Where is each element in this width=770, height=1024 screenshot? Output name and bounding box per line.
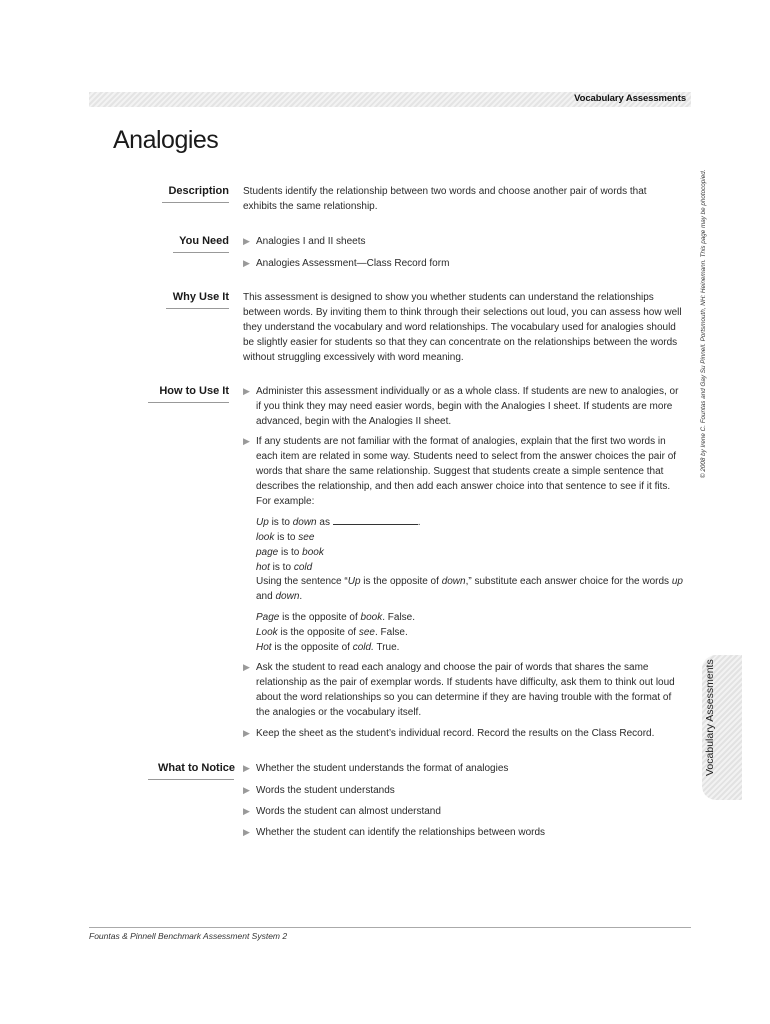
bullet-arrow-icon: ▶ [243, 785, 250, 795]
bullet-arrow-icon: ▶ [243, 258, 250, 268]
footer-rule [89, 927, 691, 928]
bullet-arrow-icon: ▶ [243, 236, 250, 246]
bullet-arrow-icon: ▶ [243, 763, 250, 773]
example-result: Hot is the opposite of cold. True. [256, 642, 400, 653]
footer-text: Fountas & Pinnell Benchmark Assessment System 2 [89, 931, 288, 941]
bullet-arrow-icon: ▶ [243, 806, 250, 816]
label-underline [173, 252, 229, 253]
example-choice: page is to book [256, 547, 324, 558]
label-underline [166, 308, 229, 309]
running-header [89, 92, 691, 107]
why-use-it-text: This assessment is designed to show you whether students can understand the relationships between words. By inviting them to think through their selections out loud, you can assess how well they understand the vocabulary and word relationships. The vocabulary used for analogies should be slightly easier for students so that they can concentrate on the relationships between the words without struggling excessively with word meaning. [243, 292, 682, 363]
list-item: ▶ Whether the student can identify the relationships between words [243, 827, 546, 838]
label-underline [148, 779, 234, 780]
list-item: ▶ Analogies Assessment—Class Record form [243, 258, 450, 269]
section-label-why-use-it: Why Use It [172, 291, 229, 303]
list-item: ▶ Words the student can almost understand [243, 806, 441, 817]
answer-blank [333, 515, 418, 525]
list-item: ▶ If any students are not familiar with the format of analogies, explain that the first two words in each item are related in some way. Students need to select from the answer choices the pair of words that share the same relationship. Suggest that students create a simple sentence that describes the relationship, and then add each answer choice into that sentence to see if it fits. For example: [243, 436, 677, 507]
list-item: ▶ Whether the student understands the format of analogies [243, 763, 509, 774]
section-label-you-need: You Need [179, 235, 229, 247]
bullet-arrow-icon: ▶ [243, 827, 250, 837]
bullet-arrow-icon: ▶ [243, 386, 250, 396]
list-item: ▶ Administer this assessment individually or as a whole class. If students are new to analogies, or if you think they may need easier words, begin with the Analogies I sheet. If students are more advanced, begin with the Analogies II sheet. [243, 386, 679, 427]
bullet-arrow-icon: ▶ [243, 728, 250, 738]
label-underline [162, 202, 229, 203]
list-item: ▶ Ask the student to read each analogy and choose the pair of words that shares the same relationship as the pair of exemplar words. If students have difficulty, ask them to think out loud about the word relationships so you can determine if they are having trouble with the format of the analogies or the vocabulary itself. [243, 662, 675, 718]
description-text: Students identify the relationship between two words and choose another pair of words that exhibits the same relationship. [243, 186, 647, 212]
bullet-arrow-icon: ▶ [243, 662, 250, 672]
example-sentence: Using the sentence “Up is the opposite of down,” substitute each answer choice for the words up and down. [256, 576, 683, 602]
list-item: ▶ Keep the sheet as the student’s individual record. Record the results on the Class Record. [243, 728, 655, 739]
example-result: Look is the opposite of see. False. [256, 627, 408, 638]
example-prompt: Up is to down as . [256, 517, 421, 528]
side-tab-label: Vocabulary Assessments [704, 659, 716, 776]
example-choice: hot is to cold [256, 562, 313, 573]
list-item: ▶ Words the student understands [243, 785, 395, 796]
example-choice: look is to see [256, 532, 315, 543]
section-label-what-to-notice: What to Notice [158, 762, 235, 774]
example-result: Page is the opposite of book. False. [256, 612, 416, 623]
section-label-how-to-use-it: How to Use It [159, 385, 229, 397]
copyright-notice: © 2008 by Irene C. Fountas and Gay Su Pinnell. Portsmouth, NH: Heinemann. This page may be photocopied. [700, 169, 707, 478]
list-item: ▶ Analogies I and II sheets [243, 236, 366, 247]
section-label-description: Description [168, 185, 229, 197]
page-title: Analogies [113, 126, 219, 154]
header-title: Vocabulary Assessments [574, 93, 686, 104]
bullet-arrow-icon: ▶ [243, 436, 250, 446]
label-underline [148, 402, 229, 403]
